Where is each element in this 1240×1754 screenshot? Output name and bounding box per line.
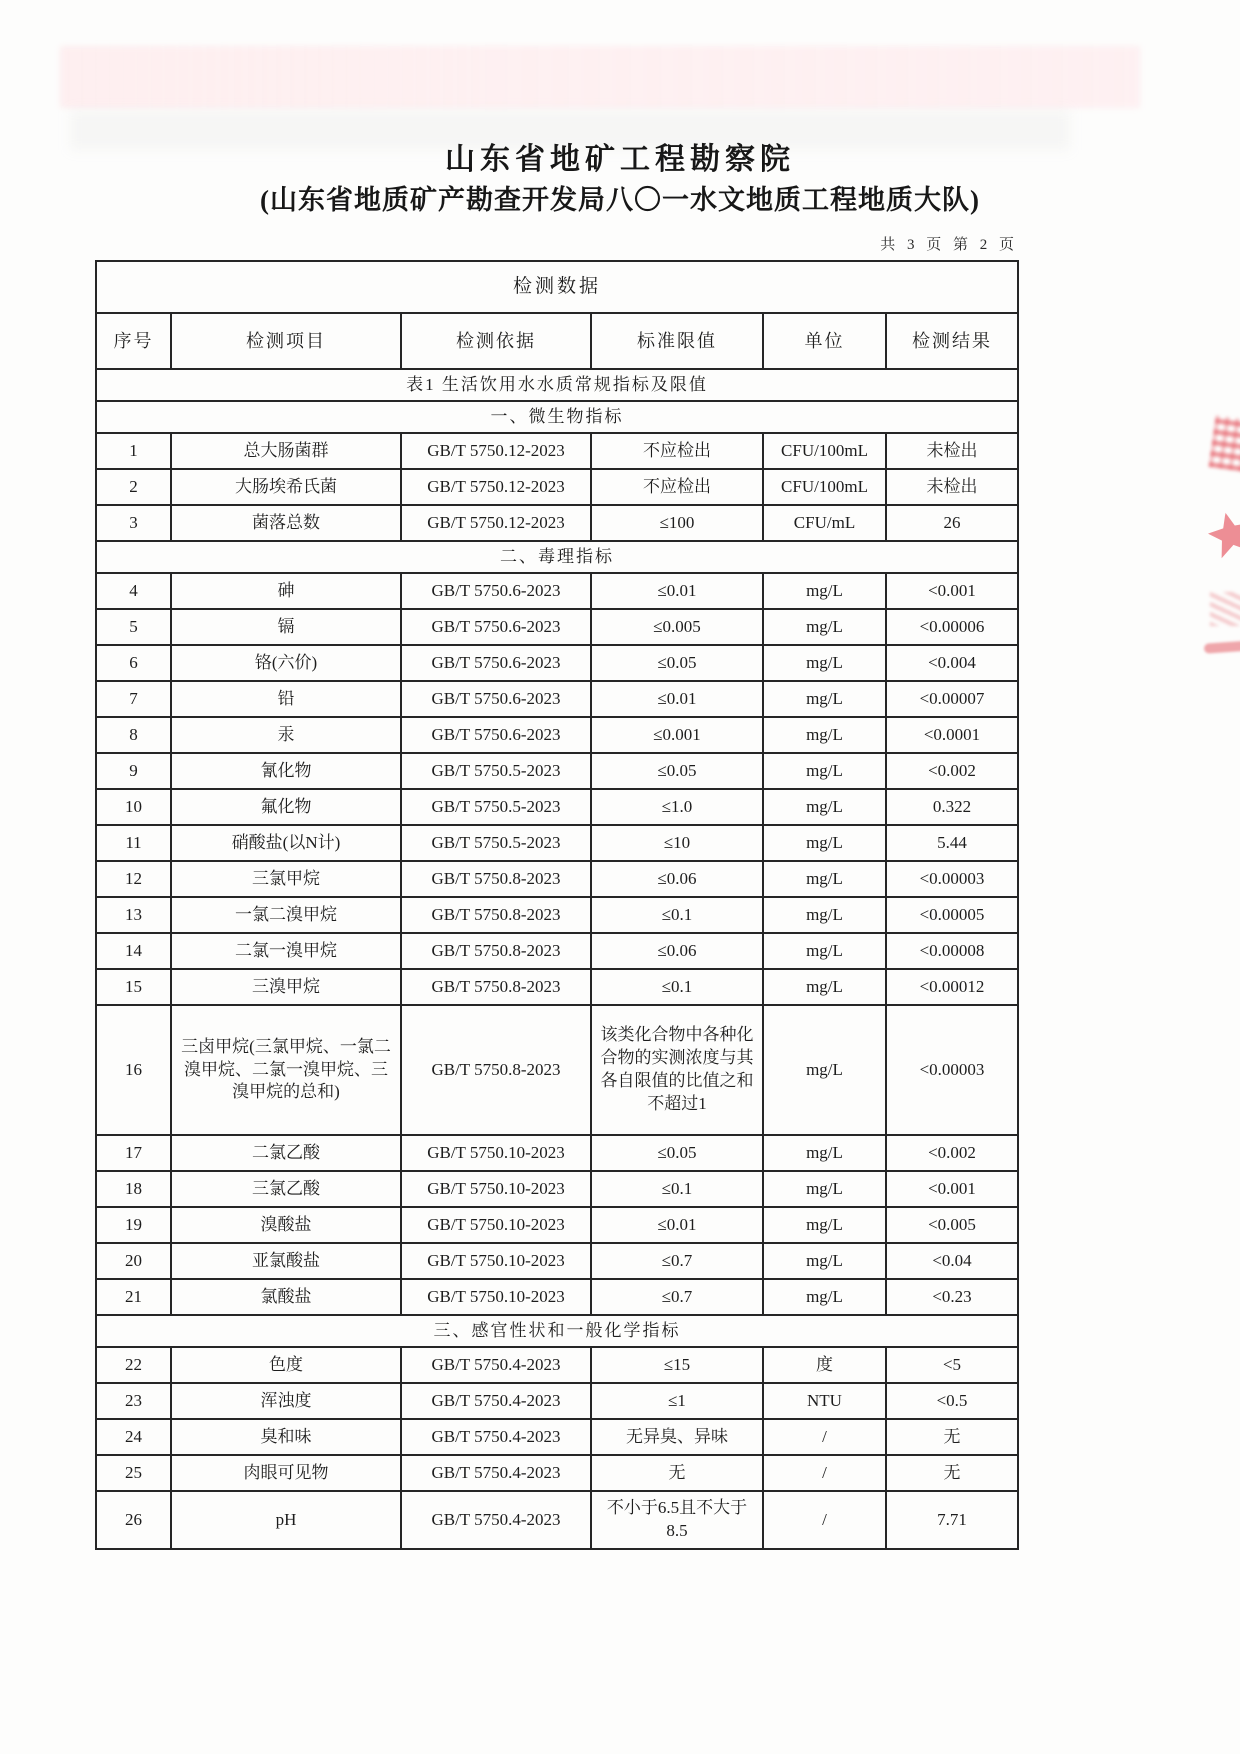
cell-limit: ≤0.1 bbox=[591, 969, 763, 1005]
table-row bbox=[96, 861, 1018, 897]
cell-result: <0.001 bbox=[886, 573, 1018, 609]
cell-result: <0.5 bbox=[886, 1383, 1018, 1419]
table-row bbox=[96, 1135, 1018, 1171]
seal-fragment-dash bbox=[1204, 640, 1240, 653]
cell-result: <0.00006 bbox=[886, 609, 1018, 645]
section-row bbox=[96, 369, 1018, 401]
cell-result: <0.00003 bbox=[886, 861, 1018, 897]
cell-method: GB/T 5750.5-2023 bbox=[401, 753, 591, 789]
cell-method: GB/T 5750.6-2023 bbox=[401, 609, 591, 645]
cell-limit: ≤0.05 bbox=[591, 753, 763, 789]
cell-item: 浑浊度 bbox=[171, 1383, 401, 1419]
table-row bbox=[96, 1207, 1018, 1243]
section-label: 三、感官性状和一般化学指标 bbox=[96, 1315, 1018, 1347]
cell-limit: ≤0.7 bbox=[591, 1279, 763, 1315]
table-row bbox=[96, 1419, 1018, 1455]
cell-limit: ≤0.005 bbox=[591, 609, 763, 645]
table-row bbox=[96, 933, 1018, 969]
cell-result: <0.005 bbox=[886, 1207, 1018, 1243]
cell-unit: mg/L bbox=[763, 645, 886, 681]
cell-unit: mg/L bbox=[763, 1243, 886, 1279]
cell-item: 铅 bbox=[171, 681, 401, 717]
cell-limit: ≤0.1 bbox=[591, 1171, 763, 1207]
cell-no: 6 bbox=[96, 645, 171, 681]
cell-unit: CFU/100mL bbox=[763, 469, 886, 505]
cell-method: GB/T 5750.6-2023 bbox=[401, 645, 591, 681]
cell-method: GB/T 5750.6-2023 bbox=[401, 681, 591, 717]
document-header bbox=[0, 140, 1240, 220]
cell-no: 9 bbox=[96, 753, 171, 789]
cell-method: GB/T 5750.12-2023 bbox=[401, 433, 591, 469]
cell-limit: ≤0.06 bbox=[591, 861, 763, 897]
cell-method: GB/T 5750.10-2023 bbox=[401, 1135, 591, 1171]
cell-method: GB/T 5750.5-2023 bbox=[401, 825, 591, 861]
cell-result: <0.001 bbox=[886, 1171, 1018, 1207]
cell-no: 18 bbox=[96, 1171, 171, 1207]
cell-result: <0.002 bbox=[886, 1135, 1018, 1171]
table-row bbox=[96, 645, 1018, 681]
cell-no: 17 bbox=[96, 1135, 171, 1171]
section-label: 二、毒理指标 bbox=[96, 541, 1018, 573]
cell-method: GB/T 5750.10-2023 bbox=[401, 1243, 591, 1279]
cell-unit: mg/L bbox=[763, 969, 886, 1005]
cell-unit: mg/L bbox=[763, 861, 886, 897]
table-caption-row bbox=[96, 261, 1018, 313]
cell-method: GB/T 5750.8-2023 bbox=[401, 861, 591, 897]
organization-subtitle: (山东省地质矿产勘查开发局八〇一水文地质工程地质大队) bbox=[260, 185, 980, 215]
cell-result: 26 bbox=[886, 505, 1018, 541]
table-caption: 检测数据 bbox=[96, 261, 1018, 313]
seal-fragment-cluster-faint bbox=[1210, 592, 1240, 626]
cell-result: <0.004 bbox=[886, 645, 1018, 681]
cell-unit: CFU/mL bbox=[763, 505, 886, 541]
cell-unit: mg/L bbox=[763, 825, 886, 861]
cell-unit: mg/L bbox=[763, 1135, 886, 1171]
cell-item: 三卤甲烷(三氯甲烷、一氯二溴甲烷、二氯一溴甲烷、三溴甲烷的总和) bbox=[171, 1005, 401, 1135]
col-header-result: 检测结果 bbox=[886, 313, 1018, 369]
cell-item: 硝酸盐(以N计) bbox=[171, 825, 401, 861]
cell-item: 汞 bbox=[171, 717, 401, 753]
section-label: 表1 生活饮用水水质常规指标及限值 bbox=[96, 369, 1018, 401]
cell-item: 砷 bbox=[171, 573, 401, 609]
table-row bbox=[96, 573, 1018, 609]
cell-no: 24 bbox=[96, 1419, 171, 1455]
cell-limit: 该类化合物中各种化合物的实测浓度与其各自限值的比值之和不超过1 bbox=[591, 1005, 763, 1135]
cell-method: GB/T 5750.6-2023 bbox=[401, 717, 591, 753]
cell-no: 19 bbox=[96, 1207, 171, 1243]
cell-no: 2 bbox=[96, 469, 171, 505]
table-row bbox=[96, 1243, 1018, 1279]
cell-limit: ≤0.05 bbox=[591, 645, 763, 681]
cell-unit: / bbox=[763, 1491, 886, 1549]
organization-title: 山东省地矿工程勘察院 bbox=[445, 143, 795, 176]
table-row bbox=[96, 1005, 1018, 1135]
cell-unit: mg/L bbox=[763, 1207, 886, 1243]
cell-method: GB/T 5750.4-2023 bbox=[401, 1419, 591, 1455]
cell-limit: 不应检出 bbox=[591, 433, 763, 469]
cell-item: 肉眼可见物 bbox=[171, 1455, 401, 1491]
cell-no: 22 bbox=[96, 1347, 171, 1383]
seal-fragment-cluster bbox=[1209, 415, 1240, 472]
col-header-no: 序号 bbox=[96, 313, 171, 369]
cell-result: 未检出 bbox=[886, 469, 1018, 505]
cell-item: pH bbox=[171, 1491, 401, 1549]
cell-method: GB/T 5750.10-2023 bbox=[401, 1171, 591, 1207]
cell-no: 4 bbox=[96, 573, 171, 609]
table-row bbox=[96, 681, 1018, 717]
page-number-note: 共 3 页 第 2 页 bbox=[880, 237, 1018, 253]
cell-unit: mg/L bbox=[763, 1171, 886, 1207]
cell-unit: NTU bbox=[763, 1383, 886, 1419]
cell-item: 一氯二溴甲烷 bbox=[171, 897, 401, 933]
cell-unit: mg/L bbox=[763, 681, 886, 717]
table-row bbox=[96, 1383, 1018, 1419]
cell-no: 3 bbox=[96, 505, 171, 541]
cell-no: 16 bbox=[96, 1005, 171, 1135]
cell-item: 三溴甲烷 bbox=[171, 969, 401, 1005]
cell-limit: ≤0.1 bbox=[591, 897, 763, 933]
cell-limit: ≤0.05 bbox=[591, 1135, 763, 1171]
cell-limit: ≤0.01 bbox=[591, 1207, 763, 1243]
table-body bbox=[96, 369, 1018, 1549]
cell-unit: mg/L bbox=[763, 717, 886, 753]
cell-item: 氯酸盐 bbox=[171, 1279, 401, 1315]
cell-limit: ≤0.7 bbox=[591, 1243, 763, 1279]
cell-no: 11 bbox=[96, 825, 171, 861]
cell-result: <0.23 bbox=[886, 1279, 1018, 1315]
cell-no: 7 bbox=[96, 681, 171, 717]
cell-item: 臭和味 bbox=[171, 1419, 401, 1455]
cell-no: 12 bbox=[96, 861, 171, 897]
cell-no: 10 bbox=[96, 789, 171, 825]
cell-method: GB/T 5750.4-2023 bbox=[401, 1383, 591, 1419]
cell-item: 亚氯酸盐 bbox=[171, 1243, 401, 1279]
cell-no: 20 bbox=[96, 1243, 171, 1279]
table-row bbox=[96, 969, 1018, 1005]
cell-item: 三氯乙酸 bbox=[171, 1171, 401, 1207]
cell-result: 0.322 bbox=[886, 789, 1018, 825]
cell-limit: 无 bbox=[591, 1455, 763, 1491]
cell-no: 25 bbox=[96, 1455, 171, 1491]
table-row bbox=[96, 1279, 1018, 1315]
cell-unit: mg/L bbox=[763, 1005, 886, 1135]
cell-unit: CFU/100mL bbox=[763, 433, 886, 469]
cell-result: 无 bbox=[886, 1455, 1018, 1491]
table-row bbox=[96, 609, 1018, 645]
cell-method: GB/T 5750.4-2023 bbox=[401, 1491, 591, 1549]
cell-method: GB/T 5750.12-2023 bbox=[401, 469, 591, 505]
cell-limit: ≤0.06 bbox=[591, 933, 763, 969]
cell-no: 13 bbox=[96, 897, 171, 933]
cell-method: GB/T 5750.12-2023 bbox=[401, 505, 591, 541]
cell-limit: ≤0.001 bbox=[591, 717, 763, 753]
cell-unit: / bbox=[763, 1455, 886, 1491]
col-header-unit: 单位 bbox=[763, 313, 886, 369]
cell-item: 菌落总数 bbox=[171, 505, 401, 541]
col-header-item: 检测项目 bbox=[171, 313, 401, 369]
cell-no: 26 bbox=[96, 1491, 171, 1549]
section-row bbox=[96, 1315, 1018, 1347]
cell-no: 5 bbox=[96, 609, 171, 645]
cell-method: GB/T 5750.8-2023 bbox=[401, 933, 591, 969]
cell-unit: mg/L bbox=[763, 753, 886, 789]
cell-item: 二氯乙酸 bbox=[171, 1135, 401, 1171]
cell-result: 未检出 bbox=[886, 433, 1018, 469]
cell-method: GB/T 5750.4-2023 bbox=[401, 1455, 591, 1491]
table-row bbox=[96, 1347, 1018, 1383]
cell-no: 14 bbox=[96, 933, 171, 969]
cell-no: 8 bbox=[96, 717, 171, 753]
cell-limit: ≤0.01 bbox=[591, 681, 763, 717]
cell-method: GB/T 5750.10-2023 bbox=[401, 1207, 591, 1243]
cell-item: 铬(六价) bbox=[171, 645, 401, 681]
cell-limit: 无异臭、异味 bbox=[591, 1419, 763, 1455]
cell-no: 21 bbox=[96, 1279, 171, 1315]
cell-item: 三氯甲烷 bbox=[171, 861, 401, 897]
table-row bbox=[96, 897, 1018, 933]
cell-limit: 不应检出 bbox=[591, 469, 763, 505]
cell-no: 15 bbox=[96, 969, 171, 1005]
table-row bbox=[96, 469, 1018, 505]
table-row bbox=[96, 505, 1018, 541]
cell-item: 溴酸盐 bbox=[171, 1207, 401, 1243]
cell-unit: mg/L bbox=[763, 897, 886, 933]
cell-item: 总大肠菌群 bbox=[171, 433, 401, 469]
cell-item: 氟化物 bbox=[171, 789, 401, 825]
section-row bbox=[96, 401, 1018, 433]
cell-method: GB/T 5750.8-2023 bbox=[401, 897, 591, 933]
cell-limit: ≤1.0 bbox=[591, 789, 763, 825]
cell-item: 二氯一溴甲烷 bbox=[171, 933, 401, 969]
table-row bbox=[96, 1455, 1018, 1491]
table-row bbox=[96, 433, 1018, 469]
cell-limit: ≤15 bbox=[591, 1347, 763, 1383]
cell-limit: ≤100 bbox=[591, 505, 763, 541]
cell-result: <0.04 bbox=[886, 1243, 1018, 1279]
cell-unit: / bbox=[763, 1419, 886, 1455]
cell-unit: mg/L bbox=[763, 609, 886, 645]
table-row bbox=[96, 717, 1018, 753]
cell-method: GB/T 5750.5-2023 bbox=[401, 789, 591, 825]
cell-result: 无 bbox=[886, 1419, 1018, 1455]
cell-unit: mg/L bbox=[763, 1279, 886, 1315]
cell-result: <5 bbox=[886, 1347, 1018, 1383]
cell-result: <0.00005 bbox=[886, 897, 1018, 933]
cell-result: 5.44 bbox=[886, 825, 1018, 861]
scan-artifact-pink-band bbox=[60, 46, 1140, 108]
cell-item: 镉 bbox=[171, 609, 401, 645]
cell-limit: ≤10 bbox=[591, 825, 763, 861]
cell-unit: mg/L bbox=[763, 573, 886, 609]
section-row bbox=[96, 541, 1018, 573]
table-header-row bbox=[96, 313, 1018, 369]
cell-result: 7.71 bbox=[886, 1491, 1018, 1549]
cell-no: 23 bbox=[96, 1383, 171, 1419]
cell-method: GB/T 5750.6-2023 bbox=[401, 573, 591, 609]
cell-item: 色度 bbox=[171, 1347, 401, 1383]
table-row bbox=[96, 825, 1018, 861]
test-data-table bbox=[95, 260, 1019, 1550]
table-row bbox=[96, 1171, 1018, 1207]
cell-method: GB/T 5750.4-2023 bbox=[401, 1347, 591, 1383]
cell-method: GB/T 5750.10-2023 bbox=[401, 1279, 591, 1315]
cell-limit: ≤1 bbox=[591, 1383, 763, 1419]
table-row bbox=[96, 1491, 1018, 1549]
table-row bbox=[96, 753, 1018, 789]
cell-result: <0.00003 bbox=[886, 1005, 1018, 1135]
cell-result: <0.00008 bbox=[886, 933, 1018, 969]
cell-unit: mg/L bbox=[763, 933, 886, 969]
cell-result: <0.00007 bbox=[886, 681, 1018, 717]
col-header-method: 检测依据 bbox=[401, 313, 591, 369]
cell-limit: ≤0.01 bbox=[591, 573, 763, 609]
cell-item: 氰化物 bbox=[171, 753, 401, 789]
cell-unit: mg/L bbox=[763, 789, 886, 825]
col-header-limit: 标准限值 bbox=[591, 313, 763, 369]
cell-result: <0.002 bbox=[886, 753, 1018, 789]
cell-item: 大肠埃希氏菌 bbox=[171, 469, 401, 505]
cell-limit: 不小于6.5且不大于8.5 bbox=[591, 1491, 763, 1549]
cell-result: <0.0001 bbox=[886, 717, 1018, 753]
cell-unit: 度 bbox=[763, 1347, 886, 1383]
cell-no: 1 bbox=[96, 433, 171, 469]
cell-method: GB/T 5750.8-2023 bbox=[401, 1005, 591, 1135]
cell-result: <0.00012 bbox=[886, 969, 1018, 1005]
cell-method: GB/T 5750.8-2023 bbox=[401, 969, 591, 1005]
seal-fragment-star bbox=[1203, 507, 1240, 563]
table-row bbox=[96, 789, 1018, 825]
section-label: 一、微生物指标 bbox=[96, 401, 1018, 433]
